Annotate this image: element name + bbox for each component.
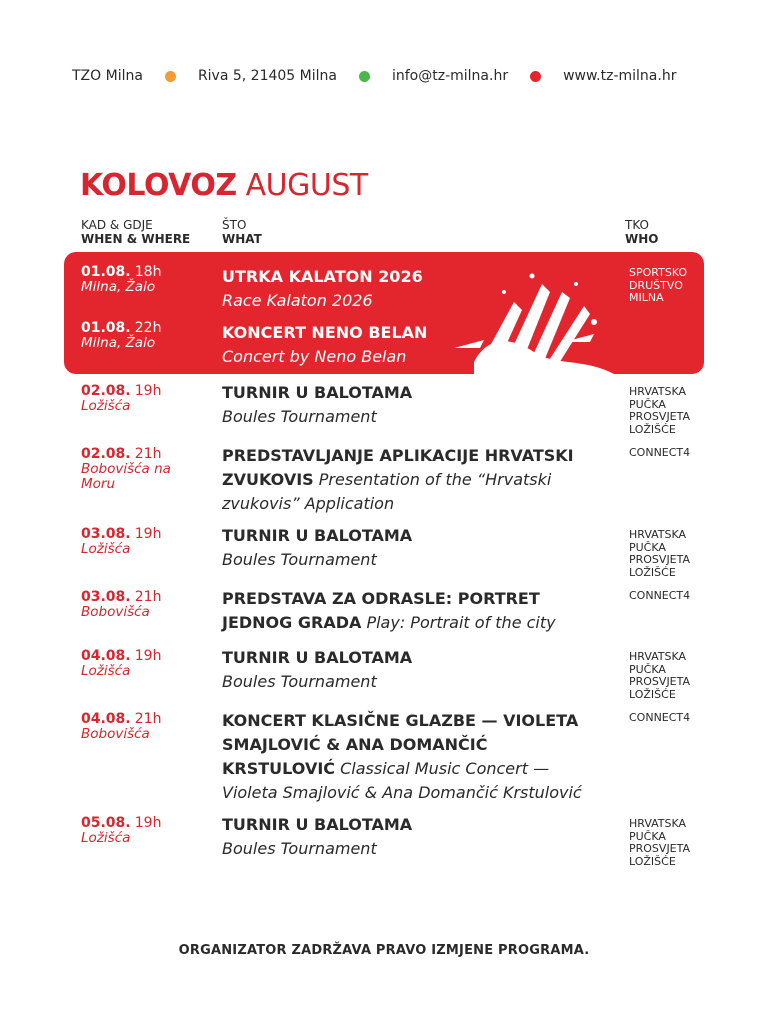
- event-title: TURNIR U BALOTAMA: [222, 383, 413, 402]
- event-organizer: CONNECT4: [629, 589, 691, 602]
- column-what-hr: ŠTO: [222, 218, 247, 232]
- event-date: 01.08.: [81, 264, 131, 280]
- event-subtitle: Boules Tournament: [222, 672, 377, 691]
- event-title: PREDSTAVLJANJE APLIKACIJE HRVATSKI ZVUKOVIS: [222, 446, 574, 489]
- event-place: Ložišća: [81, 663, 131, 679]
- event-subtitle: Boules Tournament: [222, 407, 377, 426]
- column-header-when: [81, 218, 190, 246]
- event-date: 02.08.: [81, 446, 131, 462]
- event-time: 21h: [134, 711, 162, 727]
- column-header-who: [625, 218, 658, 246]
- event-subtitle: Presentation of the “Hrvatski zvukovis” Application: [222, 470, 552, 513]
- event-organizer: HRVATSKA PUČKA PROSVJETA LOŽIŠĆE: [629, 650, 691, 701]
- event-title: TURNIR U BALOTAMA: [222, 648, 413, 667]
- event-what: [222, 813, 612, 861]
- green-dot-icon: [359, 71, 370, 82]
- event-date: 02.08.: [81, 383, 131, 399]
- event-place: Ložišća: [81, 541, 131, 557]
- month-title-en: AUGUST: [245, 168, 368, 203]
- event-when: [81, 649, 161, 679]
- event-subtitle: Play: Portrait of the city: [366, 613, 556, 632]
- event-when: [81, 321, 161, 351]
- org-name: TZO Milna: [72, 68, 143, 84]
- event-time: 19h: [134, 383, 162, 399]
- event-title: UTRKA KALATON 2026: [222, 267, 423, 286]
- event-subtitle: Classical Music Concert — Violeta Smajlović & Ana Domančić Krstulović: [222, 759, 582, 802]
- column-who-hr: TKO: [625, 218, 649, 232]
- event-title: TURNIR U BALOTAMA: [222, 526, 413, 545]
- event-what: [222, 444, 612, 516]
- event-time: 22h: [134, 320, 162, 336]
- event-time: 19h: [134, 815, 162, 831]
- event-when: [81, 447, 201, 492]
- event-organizer: CONNECT4: [629, 446, 691, 459]
- event-place: Ložišća: [81, 830, 131, 846]
- event-date: 04.08.: [81, 711, 131, 727]
- event-when: [81, 384, 161, 414]
- event-title: PREDSTAVA ZA ODRASLE: PORTRET JEDNOG GRADA: [222, 589, 540, 632]
- event-date: 04.08.: [81, 648, 131, 664]
- event-what: [222, 587, 612, 635]
- event-subtitle: Concert by Neno Belan: [222, 347, 407, 366]
- event-place: Milna, Žalo: [81, 335, 156, 351]
- event-date: 03.08.: [81, 526, 131, 542]
- event-what: [222, 381, 612, 429]
- event-place: Bobovišća: [81, 726, 150, 742]
- column-when-hr: KAD & GDJE: [81, 218, 153, 232]
- event-place: Ložišća: [81, 398, 131, 414]
- event-title: KONCERT KLASIČNE GLAZBE — VIOLETA SMAJLOVIĆ & ANA DOMANČIĆ KRSTULOVIĆ: [222, 711, 579, 778]
- event-organizer: SPORTSKO DRUŠTVO MILNA: [629, 266, 688, 304]
- event-place: Bobovišća: [81, 604, 150, 620]
- footer-note: ORGANIZATOR ZADRŽAVA PRAVO IZMJENE PROGRAMA.: [178, 943, 590, 958]
- event-when: [81, 712, 161, 742]
- event-time: 18h: [134, 264, 162, 280]
- event-what: [222, 321, 612, 369]
- event-organizer: CONNECT4: [629, 711, 691, 724]
- event-what: [222, 265, 612, 313]
- event-time: 19h: [134, 648, 162, 664]
- event-place: Bobovišća na Moru: [81, 461, 171, 492]
- column-who-en: WHO: [625, 232, 659, 246]
- event-when: [81, 816, 161, 846]
- email-link[interactable]: info@tz-milna.hr: [391, 68, 509, 84]
- event-date: 05.08.: [81, 815, 131, 831]
- event-when: [81, 590, 161, 620]
- event-date: 03.08.: [81, 589, 131, 605]
- event-subtitle: Race Kalaton 2026: [222, 291, 373, 310]
- column-when-en: WHEN & WHERE: [81, 232, 191, 246]
- orange-dot-icon: [165, 71, 176, 82]
- event-subtitle: Boules Tournament: [222, 839, 377, 858]
- address: Riva 5, 21405 Milna: [197, 68, 337, 84]
- event-what: [222, 709, 602, 805]
- event-organizer: HRVATSKA PUČKA PROSVJETA LOŽIŠĆE: [629, 817, 691, 868]
- red-dot-icon: [530, 71, 541, 82]
- event-title: TURNIR U BALOTAMA: [222, 815, 413, 834]
- website-link[interactable]: www.tz-milna.hr: [563, 68, 677, 84]
- column-header-what: [222, 218, 262, 246]
- event-place: Milna, Žalo: [81, 279, 156, 295]
- event-time: 19h: [134, 526, 162, 542]
- column-what-en: WHAT: [222, 232, 262, 246]
- month-title: [80, 168, 368, 203]
- event-subtitle: Boules Tournament: [222, 550, 377, 569]
- event-title: KONCERT NENO BELAN: [222, 323, 428, 342]
- event-date: 01.08.: [81, 320, 131, 336]
- contact-bar: [72, 66, 702, 86]
- event-what: [222, 646, 612, 694]
- event-when: [81, 265, 161, 295]
- month-title-hr: KOLOVOZ: [80, 168, 237, 203]
- event-time: 21h: [134, 446, 162, 462]
- event-organizer: HRVATSKA PUČKA PROSVJETA LOŽIŠĆE: [629, 528, 691, 579]
- event-when: [81, 527, 161, 557]
- event-organizer: HRVATSKA PUČKA PROSVJETA LOŽIŠĆE: [629, 385, 691, 436]
- event-what: [222, 524, 612, 572]
- event-time: 21h: [134, 589, 162, 605]
